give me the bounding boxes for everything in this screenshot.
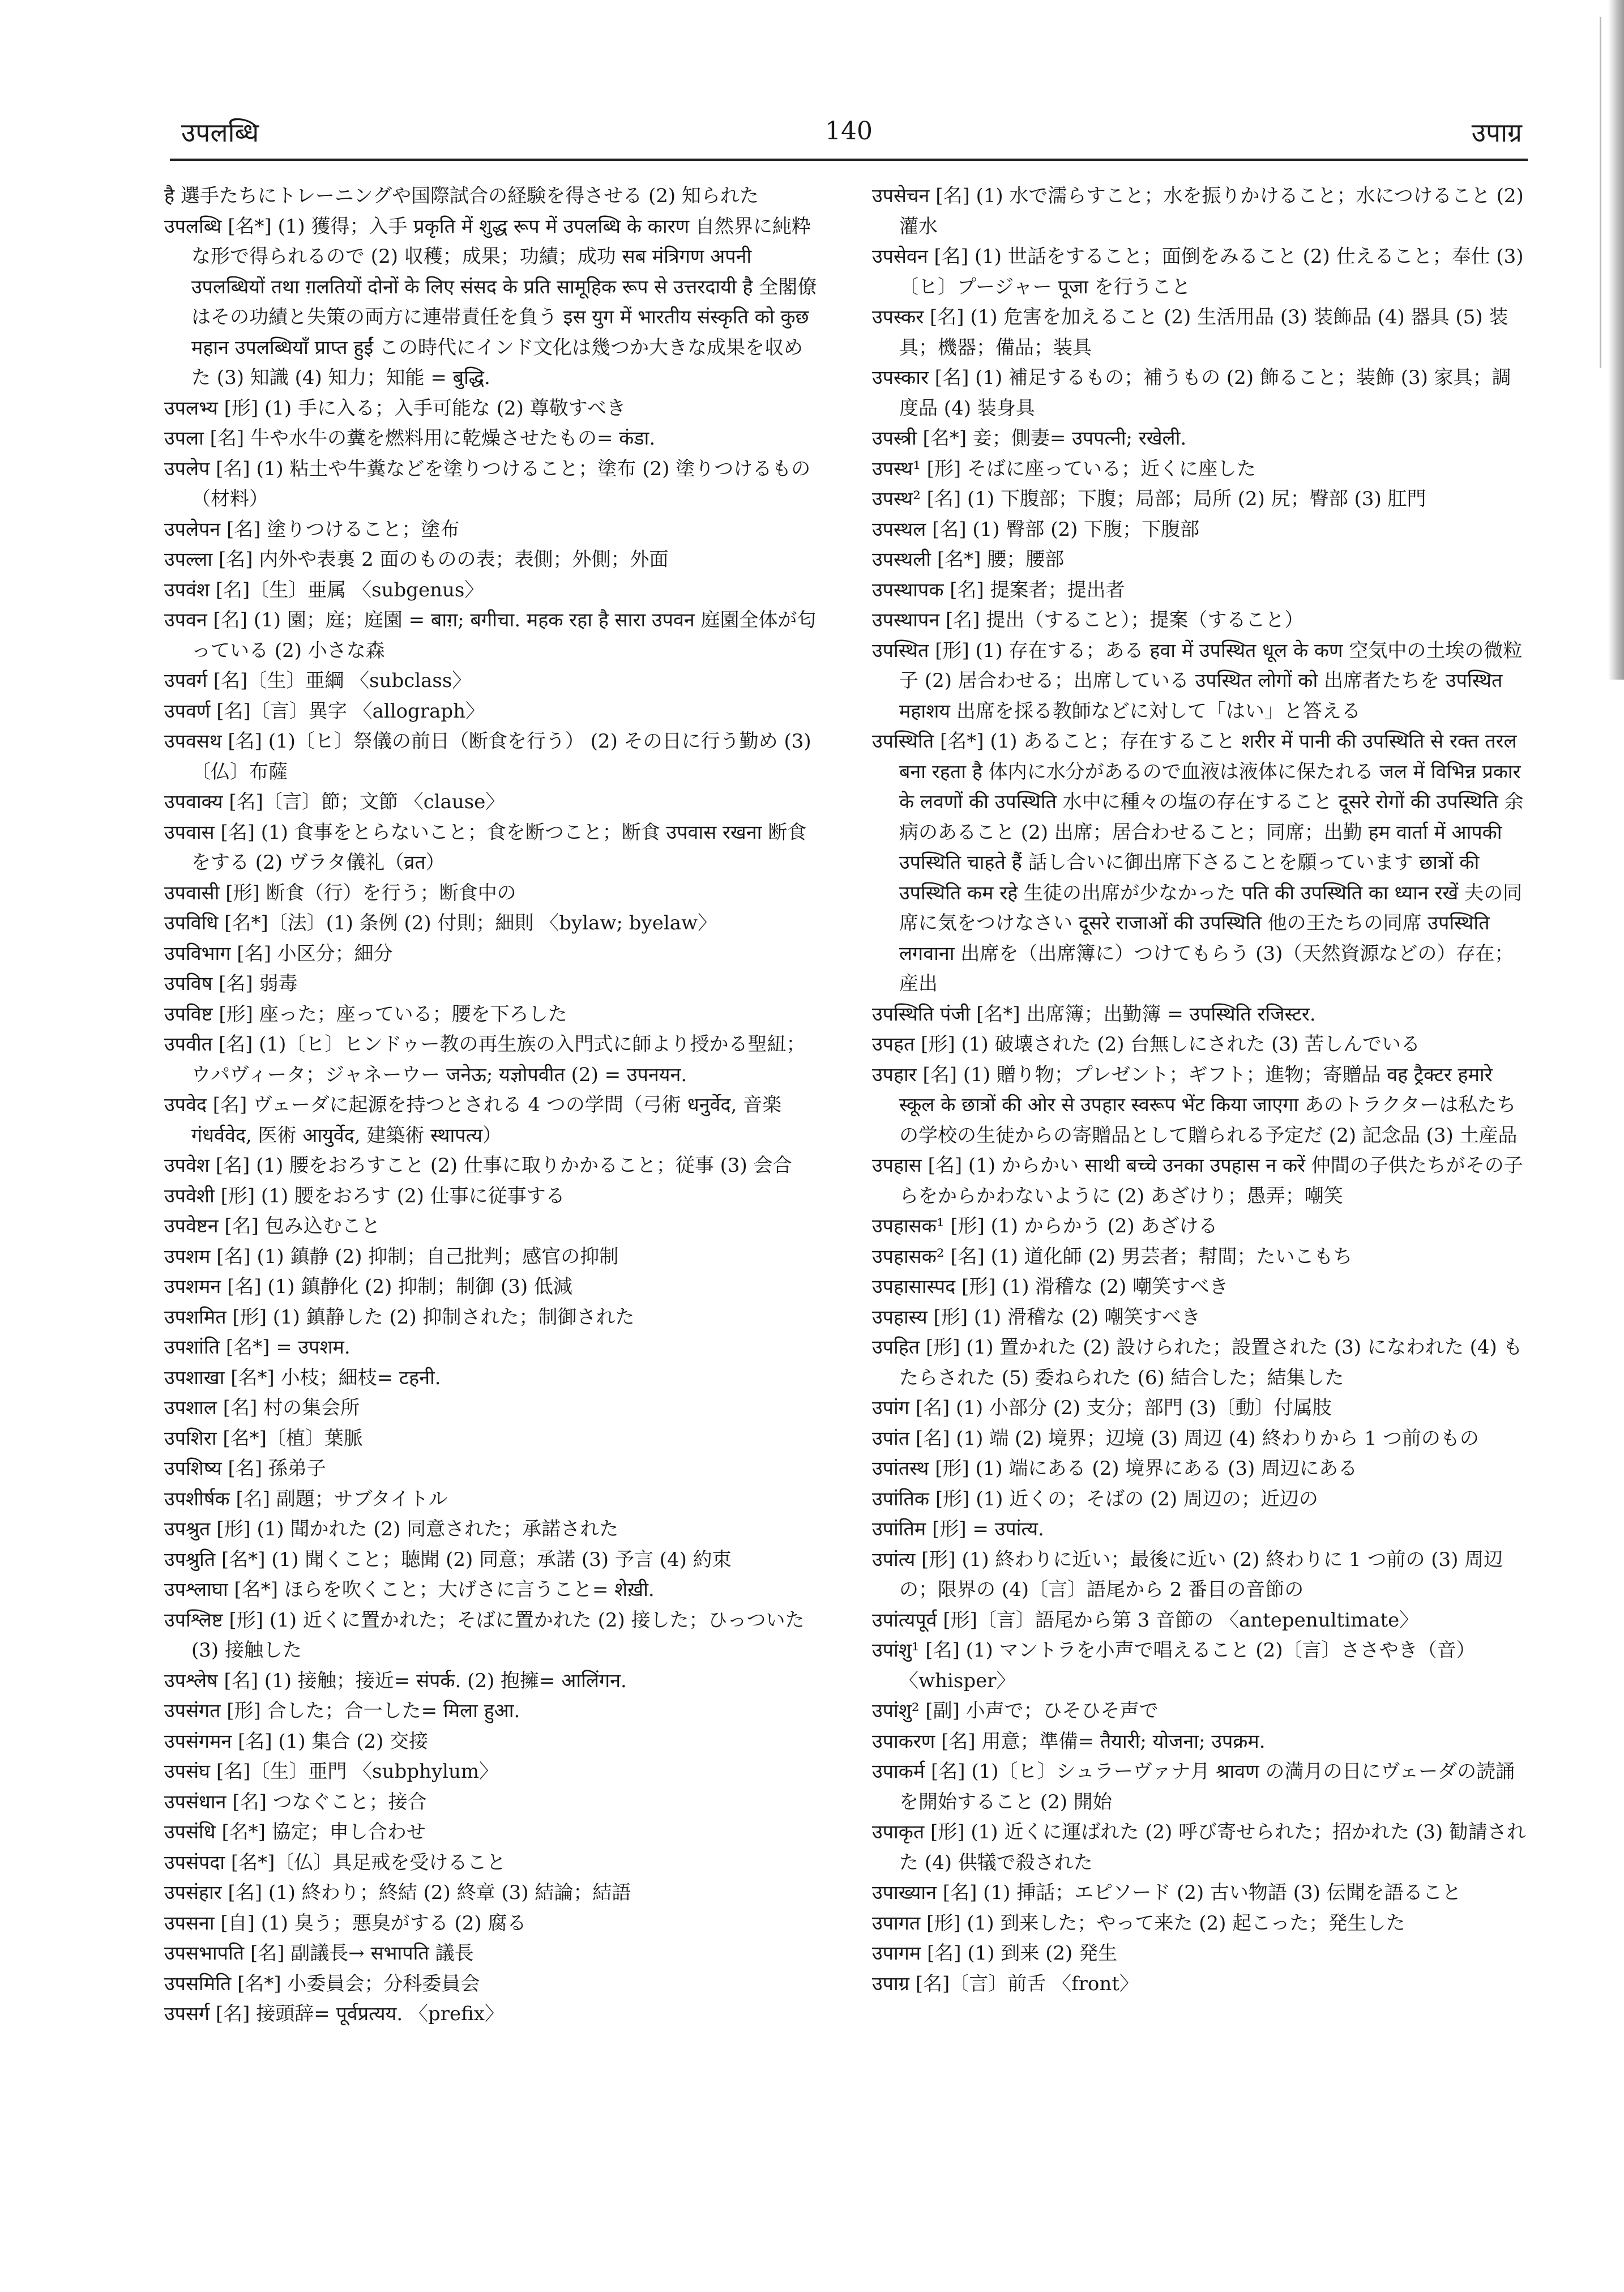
dictionary-entry: उपवेष्टन [名] 包み込むこと bbox=[164, 1215, 381, 1237]
dictionary-entry: उपलभ्य [形] (1) 手に入る；入手可能な (2) 尊敬すべき bbox=[164, 396, 626, 420]
dictionary-entry: उपसंपदा [名*]〔仏〕具足戒を受けること bbox=[164, 1851, 506, 1874]
dictionary-entry: उपस्थली [名*] 腰；腰部 bbox=[872, 548, 1065, 571]
dictionary-entry: उपवीत [名] (1)〔ヒ〕ヒンドゥー教の再生族の入門式に師より授かる聖紐；ウパヴィータ；ジャネーウー जनेऊ; यज्ञोपवीत (2) = उपनयन. bbox=[164, 1033, 806, 1086]
dictionary-entry: उपहासास्पद [形] (1) 滑稽な (2) 嘲笑すべき bbox=[872, 1275, 1229, 1298]
dictionary-entry: उपहास्य [形] (1) 滑稽な (2) 嘲笑すべき bbox=[872, 1305, 1200, 1329]
dictionary-entry: उपलब्धि [名*] (1) 獲得；入手 प्रकृति में शुद्ध रूप में उपलब्धि के कारण 自然界に純粋な形で得られるので (2) 収穫；成果；功績；成功 सब मंत्रिगण अपनी उपलब्धियों तथा ग़लतियों दोनों के लिए संसद के प्रति सामूहिक रूप से उत्तरदायी है 全閣僚はその功績と失策の両方に連帯責任を負う इस युग में भारतीय संस्कृति को कुछ महान उपलब्धियाँ प्राप्त हुईं この時代にインド文化は幾つか大きな成果を収めた (3) 知識 (4) 知力；知能 = बुद्धि. bbox=[164, 215, 817, 389]
dictionary-entry: उपस्कर [名] (1) 危害を加えること (2) 生活用品 (3) 装飾品 (4) 器具 (5) 装具；機器；備品；装具 bbox=[872, 306, 1508, 359]
dictionary-entry: उपांतस्थ [形] (1) 端にある (2) 境界にある (3) 周辺にある bbox=[872, 1457, 1358, 1480]
header-first-headword: उपलब्धि bbox=[181, 117, 259, 148]
dictionary-entry: उपसंघ [名]〔生〕亜門 〈subphylum〉 bbox=[164, 1760, 499, 1783]
dictionary-entry: उपागत [形] (1) 到来した；やって来た (2) 起こった；発生した bbox=[872, 1911, 1405, 1935]
dictionary-entry: उपाकृत [形] (1) 近くに運ばれた (2) 呼び寄せられた；招かれた (3) 勧請された (4) 供犠で殺された bbox=[872, 1821, 1526, 1874]
dictionary-entry: उपलेपन [名] 塗りつけること；塗布 bbox=[164, 518, 460, 541]
dictionary-entry: उपस्त्री [名*] 妾；側妻= उपपत्नी; रखेली. bbox=[872, 427, 1187, 450]
dictionary-entry: उपशांति [名*] = उपशम. bbox=[164, 1336, 351, 1359]
dictionary-entry: उपशम [名] (1) 鎮静 (2) 抑制；自己批判；感官の抑制 bbox=[164, 1245, 619, 1268]
dictionary-entry: उपश्रुत [形] (1) 聞かれた (2) 同意された；承諾された bbox=[164, 1518, 619, 1540]
dictionary-entry: उपसंधान [名] つなぐこと；接合 bbox=[164, 1790, 427, 1813]
dictionary-entry: उपस्थापन [名] 提出（すること）；提案（すること） bbox=[872, 609, 1304, 631]
dictionary-entry: उपविष [名] 弱毒 bbox=[164, 972, 298, 995]
dictionary-entry: उपस्कार [名] (1) 補足するもの；補うもの (2) 飾ること；装飾 (3) 家具；調度品 (4) 装身具 bbox=[872, 366, 1511, 420]
left-column bbox=[164, 181, 821, 2030]
dictionary-entry: उपवेद [名] ヴェーダに起源を持つとされる 4 つの学問（弓術 धनुर्वेद, 音楽 गंधर्ववेद, 医術 आयुर्वेद, 建築術 स्थापत्य） bbox=[164, 1094, 782, 1147]
dictionary-entry: उपशमित [形] (1) 鎮静した (2) 抑制された；制御された bbox=[164, 1305, 635, 1329]
dictionary-entry: उपस्थ² [名] (1) 下腹部；下腹；局部；局所 (2) 尻；臀部 (3) 肛門 bbox=[872, 488, 1426, 510]
dictionary-entry: उपवास [名] (1) 食事をとらないこと；食を断つこと；断食 उपवास रखना 断食をする (2) ヴラタ儀礼（व्रत） bbox=[164, 821, 807, 874]
dictionary-entry: उपविधि [名*]〔法〕(1) 条例 (2) 付則；細則 〈bylaw; byelaw〉 bbox=[164, 912, 717, 934]
dictionary-entry: उपवेश [名] (1) 腰をおろすこと (2) 仕事に取りかかること；従事 (3) 会合 bbox=[164, 1154, 792, 1177]
dictionary-entry: उपस्थिति पंजी [名*] 出席簿；出勤簿 = उपस्थिति रजिस्टर. bbox=[872, 1002, 1316, 1026]
dictionary-entry: उपलेप [名] (1) 粘土や牛糞などを塗りつけること；塗布 (2) 塗りつけるもの（材料） bbox=[164, 457, 811, 510]
dictionary-entry: उपश्रुति [名*] (1) 聞くこと；聴聞 (2) 同意；承諾 (3) 予言 (4) 約束 bbox=[164, 1548, 732, 1571]
dictionary-entry: उपवाक्य [名]〔言〕節；文節 〈clause〉 bbox=[164, 791, 505, 813]
dictionary-entry: उपसंगमन [名] (1) 集合 (2) 交接 bbox=[164, 1730, 429, 1753]
dictionary-entry: उपशिरा [名*]〔植〕葉脈 bbox=[164, 1427, 363, 1450]
dictionary-entry: उपांशु¹ [名] (1) マントラを小声で唱えること (2)〔言〕ささやき（音） 〈whisper〉 bbox=[872, 1639, 1476, 1692]
dictionary-entry: उपाकर्म [名] (1)〔ヒ〕シュラーヴァナ月 श्रावण の満月の日にヴェーダの読誦を開始すること (2) 開始 bbox=[872, 1760, 1515, 1813]
dictionary-entry: उपशीर्षक [名] 副題；サブタイトル bbox=[164, 1487, 448, 1510]
dictionary-entry: उपशाल [名] 村の集会所 bbox=[164, 1397, 360, 1419]
page-edge-line bbox=[1600, 17, 1601, 368]
dictionary-entry: उपल्ला [名] 内外や表裏 2 面のものの表；表側；外側；外面 bbox=[164, 548, 669, 571]
dictionary-entry: उपांशु² [副] 小声で；ひそひそ声で bbox=[872, 1700, 1159, 1722]
dictionary-entry: उपाकरण [名] 用意；準備= तैयारी; योजना; उपक्रम. bbox=[872, 1730, 1266, 1753]
page-number: 140 bbox=[825, 117, 873, 146]
dictionary-entry: उपवर्ण [名]〔言〕異字 〈allograph〉 bbox=[164, 699, 485, 723]
dictionary-entry: उपहासक² [名] (1) 道化師 (2) 男芸者；幇間；たいこもち bbox=[872, 1245, 1353, 1268]
dictionary-entry: उपांत्य [形] (1) 終わりに近い；最後に近い (2) 終わりに 1 つ前の (3) 周辺の；限界の (4)〔言〕語尾から 2 番目の音節の bbox=[872, 1548, 1503, 1601]
dictionary-entry: उपसंगत [形] 合した；合一した= मिला हुआ. bbox=[164, 1700, 520, 1722]
dictionary-entry: उपश्लिष्ट [形] (1) 近くに置かれた；そばに置かれた (2) 接した；ひっついた (3) 接触した bbox=[164, 1608, 805, 1662]
dictionary-entry: उपला [名] 牛や水牛の糞を燃料用に乾燥させたもの= कंडा. bbox=[164, 427, 656, 450]
dictionary-entry: उपसेचन [名] (1) 水で濡らすこと；水を振りかけること；水につけること (2) 灌水 bbox=[872, 185, 1524, 238]
dictionary-entry: उपसमिति [名*] 小委員会；分科委員会 bbox=[164, 1972, 480, 1995]
dictionary-entry: उपस्थापक [名] 提案者；提出者 bbox=[872, 578, 1125, 601]
dictionary-entry: उपसर्ग [名] 接頭辞= पूर्वप्रत्यय. 〈prefix〉 bbox=[164, 2003, 504, 2025]
dictionary-entry: उपसंधि [名*] 協定；申し合わせ bbox=[164, 1821, 426, 1843]
dictionary-entry: उपवंश [名]〔生〕亜属 〈subgenus〉 bbox=[164, 578, 484, 601]
dictionary-entry: उपसंहार [名] (1) 終わり；終結 (2) 終章 (3) 結論；結語 bbox=[164, 1881, 631, 1904]
dictionary-entry: उपस्थ¹ [形] そばに座っている；近くに座した bbox=[872, 457, 1256, 480]
dictionary-entry: उपविभाग [名] 小区分；細分 bbox=[164, 942, 393, 965]
dictionary-entry: उपशमन [名] (1) 鎮静化 (2) 抑制；制御 (3) 低減 bbox=[164, 1275, 572, 1298]
dictionary-entry: उपाख्यान [名] (1) 挿話；エピソード (2) 古い物語 (3) 伝聞を語ること bbox=[872, 1881, 1461, 1904]
dictionary-entry: उपश्लाघा [名*] ほらを吹くこと；大げさに言うこと= शेख़ी. bbox=[164, 1578, 655, 1601]
dictionary-entry: उपवासी [形] 断食（行）を行う；断食中の bbox=[164, 881, 516, 904]
dictionary-entry: उपशाखा [名*] 小枝；細枝= टहनी. bbox=[164, 1366, 441, 1389]
dictionary-entry: उपांत्यपूर्व [形]〔言〕語尾から第 3 音節の 〈antepenultimate〉 bbox=[872, 1608, 1419, 1632]
dictionary-entry: उपहास [名] (1) からかい साथी बच्चे उनका उपहास न करें 仲間の子供たちがその子らをからかわないように (2) あざけり；愚弄；嘲笑 bbox=[872, 1154, 1523, 1207]
dictionary-entry: उपवसथ [名] (1)〔ヒ〕祭儀の前日（断食を行う） (2) その日に行う勤め (3)〔仏〕布薩 bbox=[164, 730, 811, 783]
dictionary-entry: उपांत [名] (1) 端 (2) 境界；辺境 (3) 周辺 (4) 終わりから 1 つ前のもの bbox=[872, 1427, 1479, 1450]
dictionary-entry: उपवर्ग [名]〔生〕亜綱 〈subclass〉 bbox=[164, 669, 472, 692]
dictionary-entry: उपांतिम [形] = उपांत्य. bbox=[872, 1518, 1044, 1540]
page-header bbox=[170, 108, 1528, 161]
dictionary-entry: उपस्थिति [名*] (1) あること；存在すること शरीर में पानी की उपस्थिति से रक्त तरल बना रहता है 体内に水分があるので血液は液体に保たれる जल में विभिन्न प्रकार के लवणों की उपस्थिति 水中に種々の塩の存在すること दूसरे रोगों की उपस्थिति 余病のあること (2) 出席；居合わせること；同席；出勤 हम वार्ता में आपकी उपस्थिति चाहते हैं 話し合いに御出席下さることを願っています छात्रों की उपस्थिति कम रहे 生徒の出席が少なかった पति की उपस्थिति का ध्यान रखें 夫の同席に気をつけなさい दूसरे राजाओं की उपस्थिति 他の王たちの同席 उपस्थिति लगवाना 出席を（出席簿に）つけてもらう (3)（天然資源などの）存在；産出 bbox=[872, 730, 1524, 995]
dictionary-entry: उपशिष्य [名] 孫弟子 bbox=[164, 1457, 326, 1480]
page-edge-shadow bbox=[1608, 0, 1624, 680]
right-column bbox=[872, 181, 1529, 1999]
dictionary-entry: उपांग [名] (1) 小部分 (2) 支分；部門 (3)〔動〕付属肢 bbox=[872, 1397, 1332, 1419]
dictionary-entry: उपहत [形] (1) 破壊された (2) 台無しにされた (3) 苦しんでいる bbox=[872, 1033, 1421, 1056]
dictionary-entry: उपागम [名] (1) 到来 (2) 発生 bbox=[872, 1942, 1118, 1965]
dictionary-entry: उपहित [形] (1) 置かれた (2) 設けられた；設置された (3) になわれた (4) もたらされた (5) 委ねられた (6) 結合した；結集した bbox=[872, 1336, 1523, 1389]
dictionary-entry: है 選手たちにトレーニングや国際試合の経験を得させる (2) 知られた bbox=[164, 185, 759, 207]
dictionary-entry: उपाग्र [名]〔言〕前舌 〈front〉 bbox=[872, 1972, 1139, 1995]
dictionary-entry: उपसेवन [名] (1) 世話をすること；面倒をみること (2) 仕えること；奉仕 (3)〔ヒ〕プージャー पूजा を行うこと bbox=[872, 245, 1524, 298]
dictionary-entry: उपांतिक [形] (1) 近くの；そばの (2) 周辺の；近辺の bbox=[872, 1487, 1318, 1510]
dictionary-entry: उपवन [名] (1) 園；庭；庭園 = बाग़; बगीचा. महक रहा है सारा उपवन 庭園全体が匂っている (2) 小さな森 bbox=[164, 609, 817, 662]
dictionary-entry: उपहार [名] (1) 贈り物；プレゼント；ギフト；進物；寄贈品 वह ट्रैक्टर हमारे स्कूल के छात्रों की ओर से उपहार स्वरूप भेंट किया जाएगा あのトラクターは私たちの学校の生徒からの寄贈品として贈られる予定だ (2) 記念品 (3) 土産品 bbox=[872, 1063, 1518, 1147]
dictionary-entry: उपसभापति [名] 副議長→ सभापति 議長 bbox=[164, 1942, 474, 1965]
dictionary-entry: उपविष्ट [形] 座った；座っている；腰を下ろした bbox=[164, 1002, 567, 1026]
dictionary-entry: उपवेशी [形] (1) 腰をおろす (2) 仕事に従事する bbox=[164, 1184, 565, 1207]
dictionary-entry: उपस्थित [形] (1) 存在する；ある हवा में उपस्थित धूल के कण 空気中の土埃の微粒子 (2) 居合わせる；出席している उपस्थित लोगों को 出席者たちを उपस्थित महाशय 出席を採る教師などに対して「はい」と答える bbox=[872, 639, 1523, 723]
dictionary-entry: उपश्लेष [名] (1) 接触；接近= संपर्क. (2) 抱擁= आलिंगन. bbox=[164, 1669, 627, 1692]
dictionary-entry: उपहासक¹ [形] (1) からかう (2) あざける bbox=[872, 1215, 1218, 1237]
dictionary-entry: उपसना [自] (1) 臭う；悪臭がする (2) 腐る bbox=[164, 1911, 527, 1935]
dictionary-entry: उपस्थल [名] (1) 臀部 (2) 下腹；下腹部 bbox=[872, 518, 1200, 541]
header-last-headword: उपाग्र bbox=[1471, 117, 1522, 148]
